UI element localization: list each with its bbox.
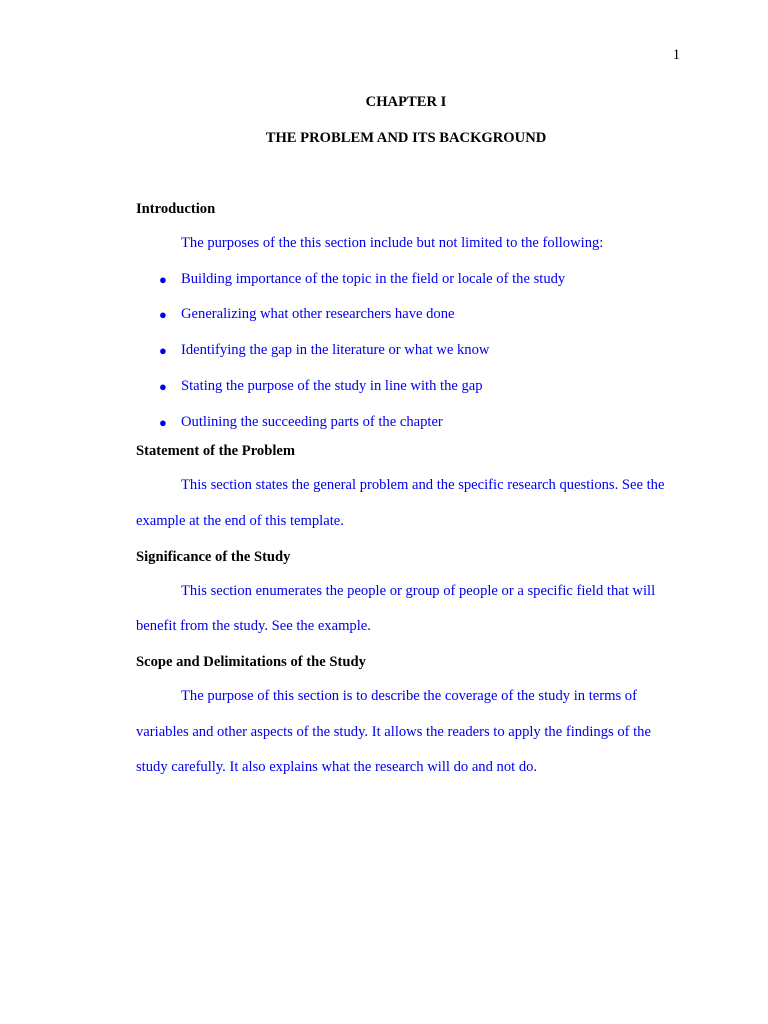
introduction-heading: Introduction — [136, 201, 216, 217]
significance-paragraph: This section enumerates the people or group of people or a specific field that will benefit from the study. See the example. — [136, 582, 656, 635]
bullet-icon: ● — [159, 343, 167, 359]
list-item-text: Outlining the succeeding parts of the chapter — [181, 413, 443, 430]
significance-heading: Significance of the Study — [136, 548, 291, 565]
chapter-label: CHAPTER I — [365, 94, 447, 110]
page-content — [136, 93, 676, 794]
introduction-bullet-list — [136, 262, 676, 441]
introduction-paragraph: The purposes of the this section include but not limited to the following: — [181, 235, 604, 251]
bullet-icon: ● — [159, 378, 167, 394]
chapter-title: THE PROBLEM AND ITS BACKGROUND — [265, 130, 547, 146]
list-item — [136, 262, 676, 298]
list-item — [136, 405, 676, 441]
bullet-icon: ● — [159, 414, 167, 430]
page-number: 1 — [672, 47, 680, 63]
statement-heading: Statement of the Problem — [136, 443, 296, 460]
list-item-text: Stating the purpose of the study in line with the gap — [181, 377, 483, 394]
list-item-text: Building importance of the topic in the field or locale of the study — [181, 270, 566, 287]
bullet-icon: ● — [159, 271, 167, 287]
list-item-text: Generalizing what other researchers have done — [181, 306, 455, 323]
statement-paragraph: This section states the general problem and the specific research questions. See the example at the end of this template. — [136, 477, 665, 529]
list-item-text: Identifying the gap in the literature or what we know — [181, 342, 490, 359]
bullet-icon: ● — [159, 307, 167, 323]
list-item — [136, 369, 676, 405]
scope-paragraph: The purpose of this section is to describe the coverage of the study in terms of variables and other aspects of the study. It allows the readers to apply the findings of the study carefully. It also explains what the research will do and not do. — [136, 688, 651, 776]
scope-heading: Scope and Delimitations of the Study — [136, 654, 366, 671]
list-item — [136, 297, 676, 333]
list-item — [136, 333, 676, 369]
